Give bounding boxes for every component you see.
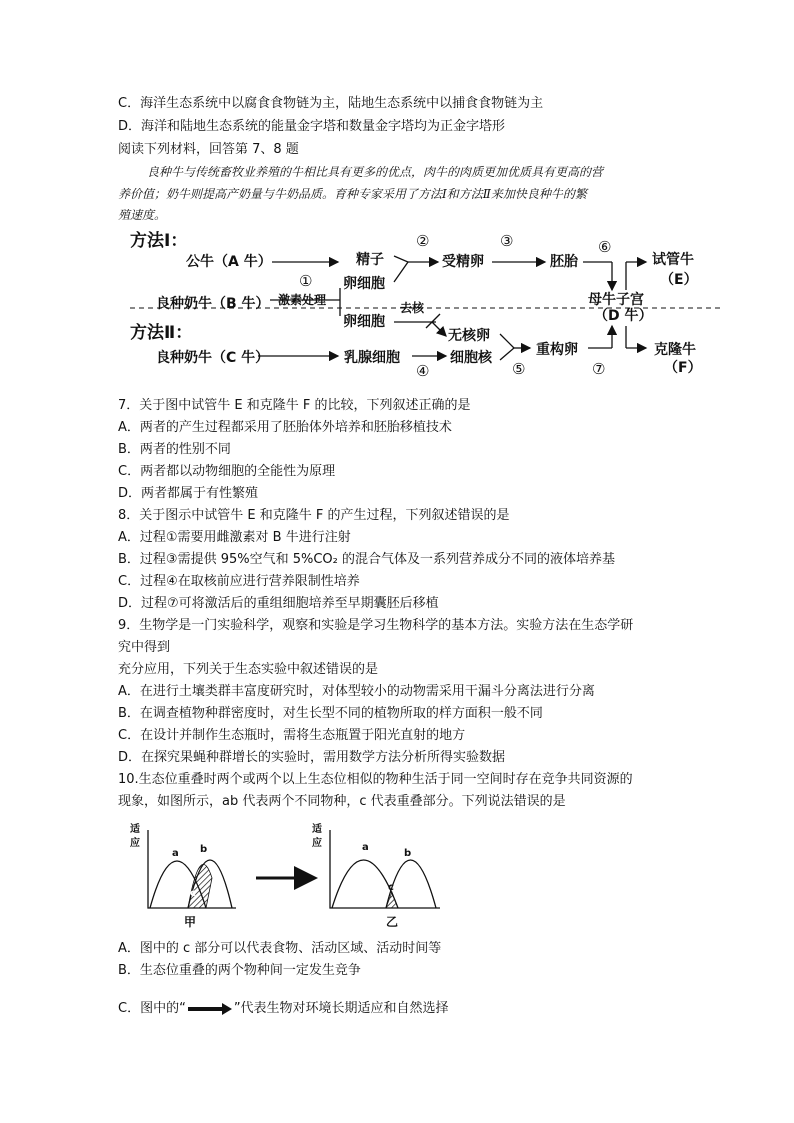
reconstructed-egg: 重构卵: [536, 342, 578, 358]
enucleated-egg: 无核卵: [448, 328, 490, 344]
q7-option-d: D．两者都属于有性繁殖: [118, 486, 259, 501]
arrow-enucleated: [432, 322, 446, 336]
step-4-icon: ④: [416, 362, 430, 380]
q10-option-b: B．生态位重叠的两个物种间一定发生竞争: [118, 963, 361, 978]
step-3-icon: ③: [500, 232, 514, 250]
hormone-label: 激素处理: [278, 293, 327, 307]
method-2-title: 方法Ⅱ：: [130, 323, 193, 343]
material-para-2: 养价值；奶牛则提高产奶量与牛奶品质。育种专家采用了方法Ⅰ和方法Ⅱ来加快良种牛的繁: [118, 187, 587, 201]
egg-cell-1: 卵细胞: [343, 276, 385, 292]
cow-b: 良种奶牛（B 牛）: [156, 296, 270, 312]
thick-arrow-icon: [186, 1002, 234, 1016]
right-ylabel-1: 适: [312, 824, 322, 835]
method-1-title: 方法Ⅰ：: [130, 231, 188, 251]
q8-stem: 8．关于图示中试管牛 E 和克隆牛 F 的产生过程，下列叙述错误的是: [118, 508, 510, 523]
cow-c: 良种奶牛（C 牛）: [156, 350, 270, 366]
bracket-fuse: [500, 334, 514, 360]
step-1-icon: ①: [299, 272, 313, 290]
uterus-label: （D 牛）: [594, 308, 653, 324]
q6-option-c: C．海洋生态系统中以腐食食物链为主，陆地生态系统中以捕食食物链为主: [118, 96, 544, 111]
q8-option-c: C．过程④在取核前应进行营养限制性培养: [118, 574, 360, 589]
q10-option-c-pre: C．图中的“: [118, 1001, 186, 1016]
q8-option-d: D．过程⑦可将激活后的重组细胞培养至早期囊胚后移植: [118, 596, 439, 611]
left-ylabel-1: 适: [130, 824, 140, 835]
sperm: 精子: [356, 252, 384, 268]
test-tube-cow: 试管牛: [652, 252, 694, 268]
step-6-icon: ⑥: [598, 238, 612, 256]
egg-cell-2: 卵细胞: [343, 314, 385, 330]
clone-label: （F）: [664, 360, 702, 376]
q10-stem-1: 10.生态位重叠时两个或两个以上生态位相似的物种生活于同一空间时存在竞争共同资源的: [118, 772, 633, 787]
left-graph-label: 甲: [184, 915, 197, 929]
breeding-diagram: [0, 228, 794, 388]
step-2-icon: ②: [416, 232, 430, 250]
q7-option-a: A．两者的产生过程都采用了胚胎体外培养和胚胎移植技术: [118, 420, 452, 435]
q9-option-a: A．在进行土壤类群丰富度研究时，对体型较小的动物需采用干漏斗分离法进行分离: [118, 684, 595, 699]
right-label-b: b: [404, 848, 412, 859]
cut-mark: [426, 314, 440, 328]
q10-option-c: [118, 1000, 449, 1018]
right-axes: [330, 830, 440, 908]
denucleate-label: 去核: [400, 301, 425, 315]
q9-option-b: B．在调查植物种群密度时，对生长型不同的植物所取的样方面积一般不同: [118, 706, 543, 721]
left-label-a: a: [172, 848, 179, 859]
right-graph-label: 乙: [386, 915, 399, 929]
q9-stem-3: 充分应用，下列关于生态实验中叙述错误的是: [118, 662, 379, 677]
q7-option-b: B．两者的性别不同: [118, 442, 231, 457]
bull-a: 公牛（A 牛）: [186, 254, 272, 270]
right-label-a: a: [362, 842, 369, 853]
q8-option-a: A．过程①需要用雌激素对 B 牛进行注射: [118, 530, 351, 545]
left-label-b: b: [200, 844, 208, 855]
q9-stem-2: 究中得到: [118, 640, 171, 655]
step-7-icon: ⑦: [592, 360, 606, 378]
right-ylabel-2: 应: [312, 838, 322, 849]
mammary-cell: 乳腺细胞: [344, 350, 400, 366]
embryo: 胚胎: [550, 254, 578, 270]
material-para-1: 良种牛与传统畜牧业养殖的牛相比具有更多的优点，肉牛的肉质更加优质具有更高的营: [147, 165, 604, 179]
q9-stem-1: 9．生物学是一门实验科学，观察和实验是学习生物科学的基本方法。实验方法在生态学研: [118, 618, 634, 633]
q8-option-b: B．过程③需提供 95%空气和 5%CO₂ 的混合气体及一系列营养成分不同的液体培养基: [118, 552, 616, 567]
q10-option-c-post: ”代表生物对环境长期适应和自然选择: [233, 1001, 449, 1016]
q7-option-c: C．两者都以动物细胞的全能性为原理: [118, 464, 336, 479]
left-ylabel-2: 应: [130, 838, 140, 849]
left-label-c: c: [190, 888, 196, 899]
uterus: 母牛子宫: [588, 292, 644, 308]
test-tube-label: （E）: [660, 272, 698, 288]
material-intro: 阅读下列材料，回答第 7、8 题: [118, 142, 299, 157]
niche-overlap-figure: [0, 818, 794, 933]
right-label-c: c: [388, 882, 394, 893]
q9-option-c: C．在设计并制作生态瓶时，需将生态瓶置于阳光直射的地方: [118, 728, 466, 743]
step-5-icon: ⑤: [512, 360, 526, 378]
q9-option-d: D．在探究果蝇种群增长的实验时，需用数学方法分析所得实验数据: [118, 750, 506, 765]
cell-nucleus: 细胞核: [450, 350, 492, 366]
bracket-fertilize: [394, 256, 408, 282]
q10-stem-2: 现象，如图所示，ab 代表两个不同物种，c 代表重叠部分。下列说法错误的是: [118, 794, 566, 809]
q6-option-d: D．海洋和陆地生态系统的能量金字塔和数量金字塔均为正金字塔形: [118, 119, 506, 134]
fertilized-egg: 受精卵: [442, 254, 484, 270]
clone-cow: 克隆牛: [654, 342, 696, 358]
q7-stem: 7．关于图中试管牛 E 和克隆牛 F 的比较，下列叙述正确的是: [118, 398, 471, 413]
q10-option-a: A．图中的 c 部分可以代表食物、活动区域、活动时间等: [118, 941, 442, 956]
material-para-3: 殖速度。: [118, 208, 167, 222]
